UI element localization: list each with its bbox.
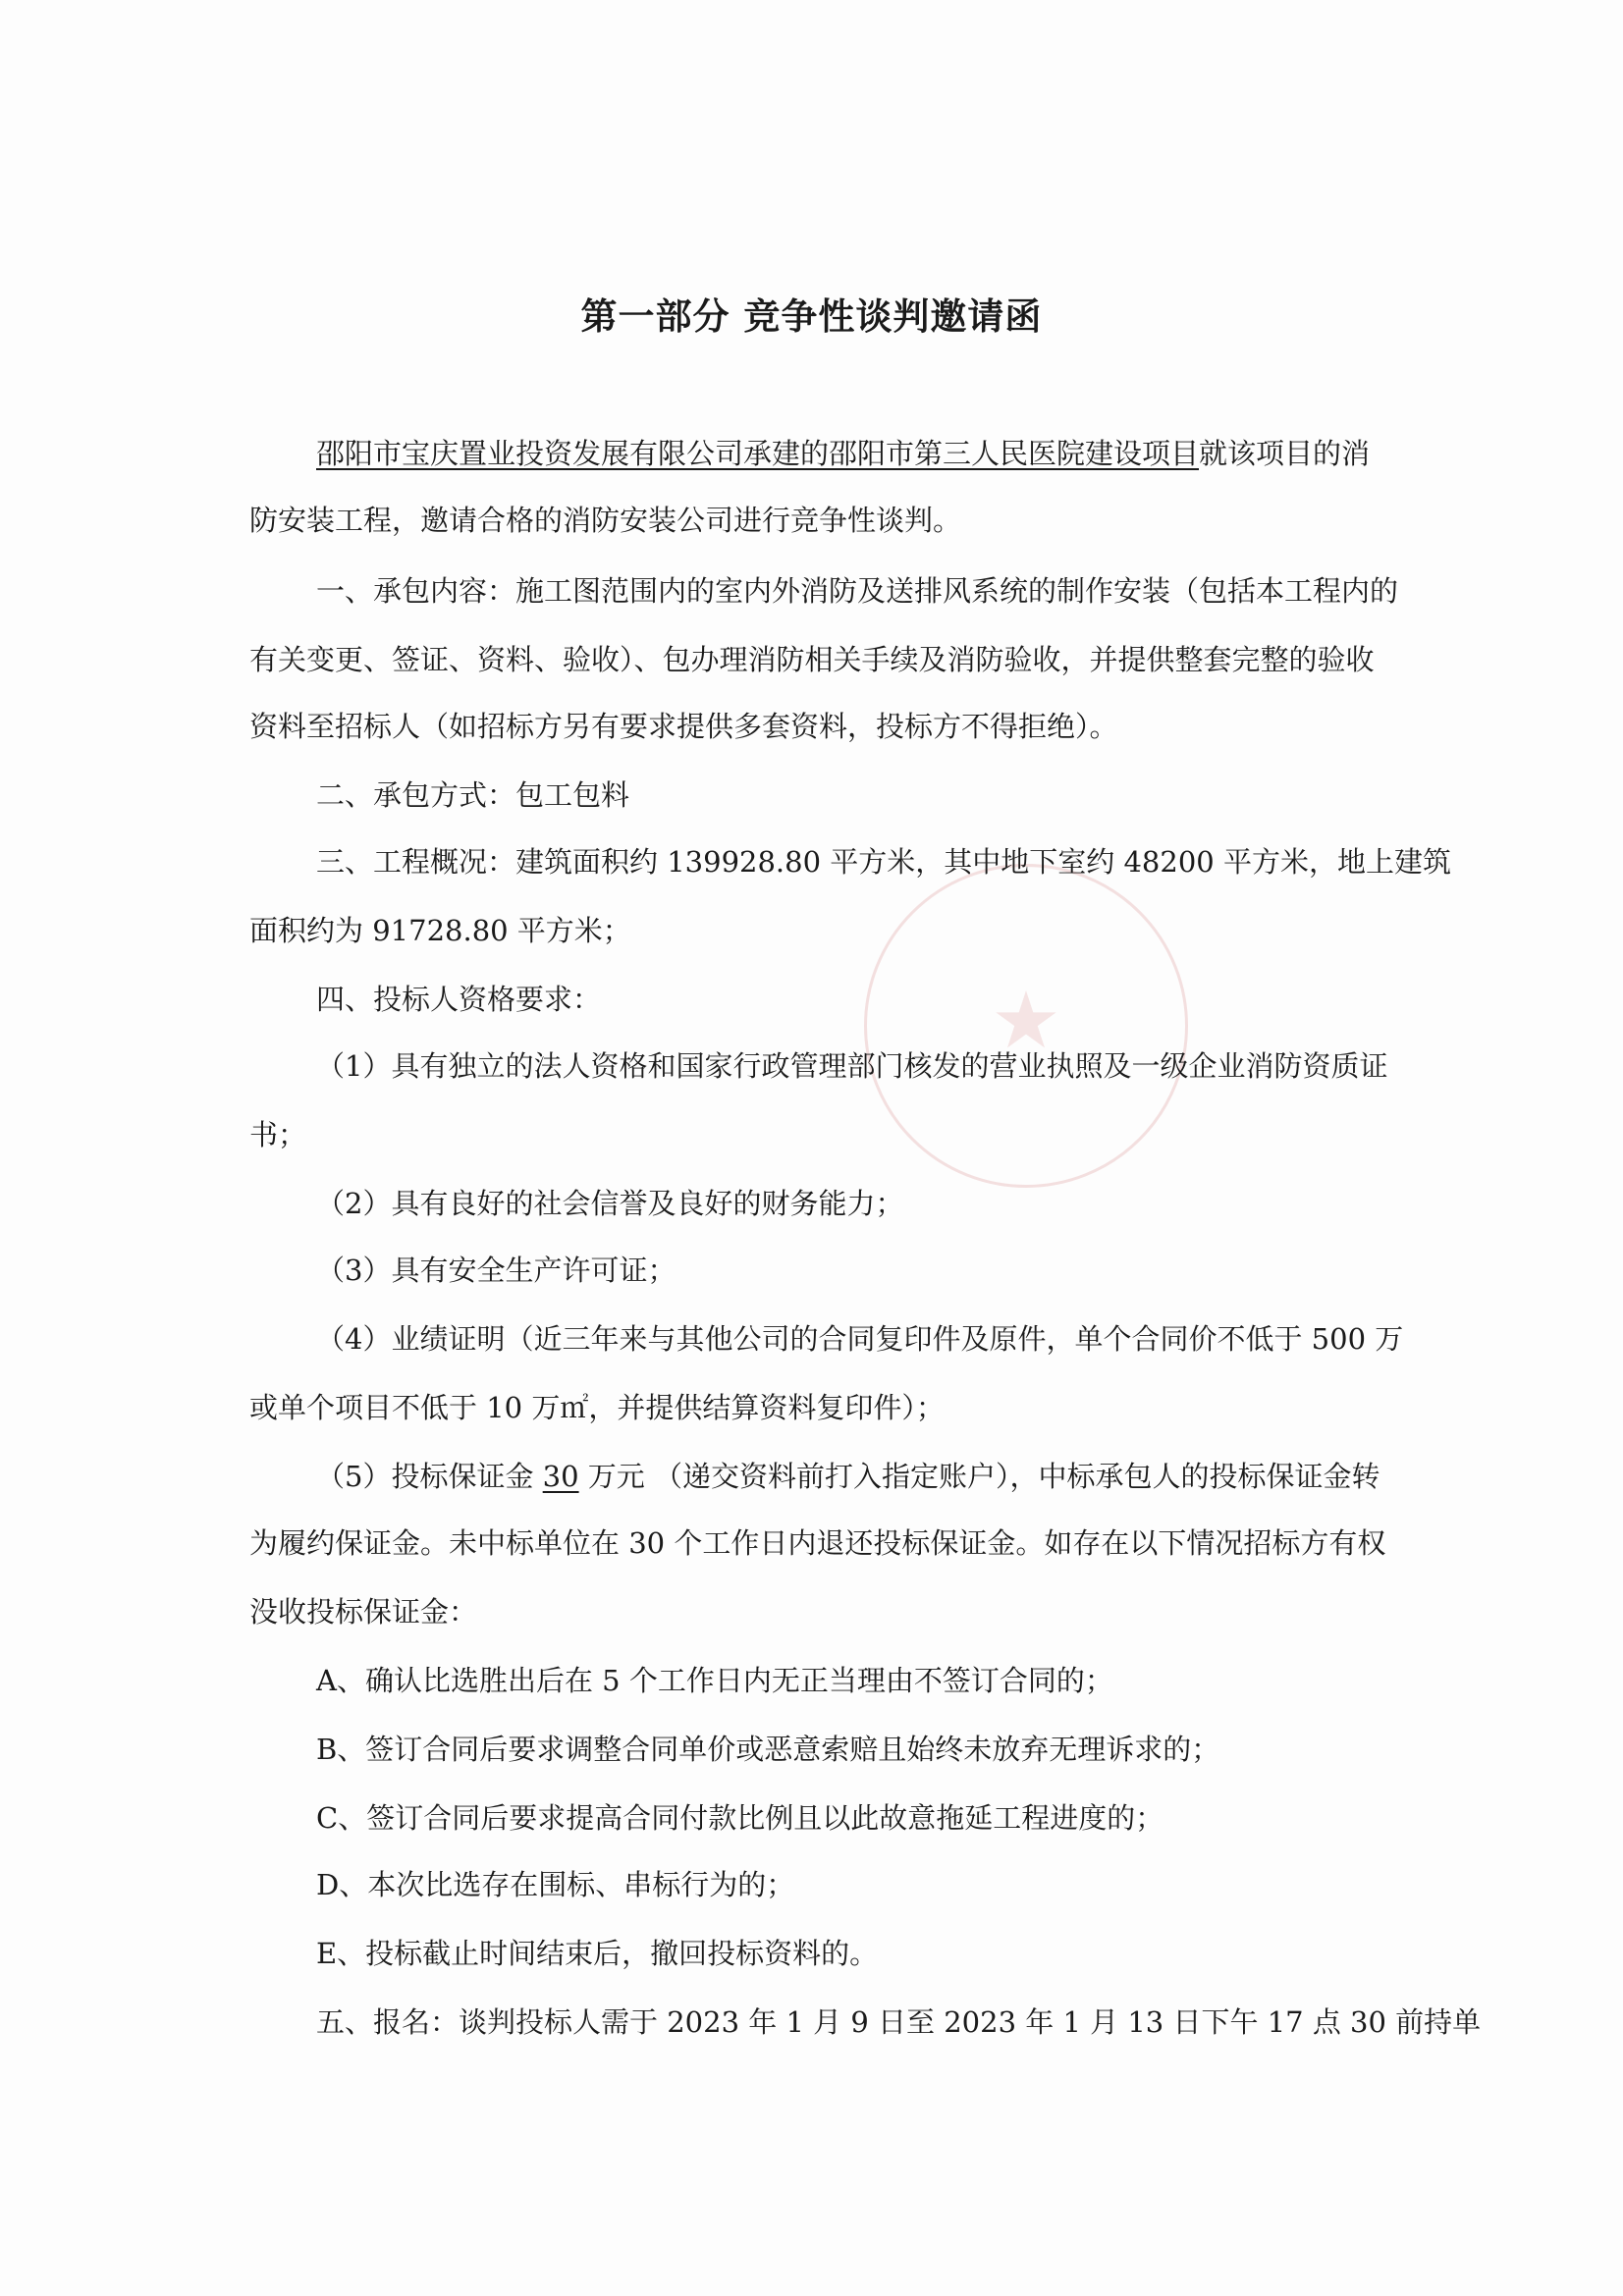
page-title: 第一部分 竞争性谈判邀请函 <box>580 294 1043 338</box>
qualification-5-line-1 <box>316 1457 1380 1496</box>
section-4-heading: 四、投标人资格要求： <box>316 983 602 1016</box>
intro-paragraph-line-1 <box>316 434 1370 473</box>
section-5-registration: 五、报名：谈判投标人需于 2023 年 1 月 9 日至 2023 年 1 月 13 日下午 17 点 30 前持单 <box>316 2005 1482 2039</box>
section-3-line-1: 三、工程概况：建筑面积约 139928.80 平方米，其中地下室约 48200 平方米，地上建筑 <box>316 845 1451 879</box>
deposit-suffix: 万元 （递交资料前打入指定账户），中标承包人的投标保证金转 <box>578 1460 1380 1493</box>
forfeit-condition-a: A、确认比选胜出后在 5 个工作日内无正当理由不签订合同的； <box>316 1664 1113 1697</box>
section-2: 二、承包方式：包工包料 <box>316 778 630 812</box>
intro-paragraph-line-2: 防安装工程，邀请合格的消防安装公司进行竞争性谈判。 <box>249 504 962 537</box>
qualification-4-line-2: 或单个项目不低于 10 万㎡，并提供结算资料复印件）； <box>249 1391 945 1424</box>
intro-underlined-project: 邵阳市宝庆置业投资发展有限公司承建的邵阳市第三人民医院建设项目 <box>316 437 1200 470</box>
qualification-5-line-2: 为履约保证金。未中标单位在 30 个工作日内退还投标保证金。如存在以下情况招标方有权 <box>249 1526 1386 1560</box>
deposit-prefix: （5）投标保证金 <box>316 1460 543 1493</box>
qualification-5-line-3: 没收投标保证金： <box>249 1595 478 1629</box>
intro-tail: 就该项目的消 <box>1199 437 1371 470</box>
section-1-line-1: 一、承包内容：施工图范围内的室内外消防及送排风系统的制作安装（包括本工程内的 <box>316 574 1399 608</box>
forfeit-condition-c: C、签订合同后要求提高合同付款比例且以此故意拖延工程进度的； <box>316 1801 1164 1835</box>
qualification-1-line-2: 书； <box>249 1118 307 1151</box>
section-3-line-2: 面积约为 91728.80 平方米； <box>249 914 631 947</box>
qualification-2: （2）具有良好的社会信誉及良好的财务能力； <box>316 1187 904 1220</box>
section-1-line-3: 资料至招标人（如招标方另有要求提供多套资料，投标方不得拒绝）。 <box>249 710 1118 743</box>
seal-star-icon: ★ <box>991 975 1061 1066</box>
deposit-amount: 30 <box>542 1460 579 1493</box>
forfeit-condition-d: D、本次比选存在围标、串标行为的； <box>316 1868 795 1901</box>
section-1-line-2: 有关变更、签证、资料、验收）、包办理消防相关手续及消防验收，并提供整套完整的验收 <box>249 643 1375 676</box>
qualification-1-line-1: （1）具有独立的法人资格和国家行政管理部门核发的营业执照及一级企业消防资质证 <box>316 1049 1388 1083</box>
qualification-3: （3）具有安全生产许可证； <box>316 1254 676 1287</box>
qualification-4-line-1: （4）业绩证明（近三年来与其他公司的合同复印件及原件，单个合同价不低于 500 万 <box>316 1322 1404 1356</box>
forfeit-condition-b: B、签订合同后要求调整合同单价或恶意索赔且始终未放弃无理诉求的； <box>316 1733 1220 1766</box>
forfeit-condition-e: E、投标截止时间结束后，撤回投标资料的。 <box>316 1937 879 1970</box>
